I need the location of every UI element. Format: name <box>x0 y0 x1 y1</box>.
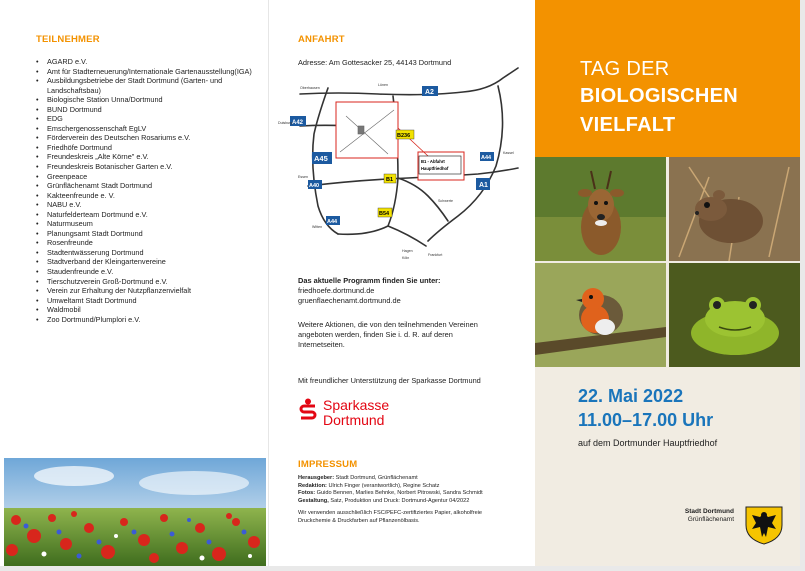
sparkasse-name-2: Dortmund <box>323 412 385 428</box>
participant-item: • Stadtentwässerung Dortmund <box>36 248 266 258</box>
sign-a44b: A44 <box>327 219 338 225</box>
participant-item: • AGARD e.V. <box>36 57 266 67</box>
sign-b236: B236 <box>397 133 411 139</box>
imprint-line: Herausgeber: Stadt Dortmund, Grünflächenamt <box>298 475 418 481</box>
sign-b1: B1 <box>386 177 394 183</box>
participant-item: • Freundeskreis Botanischer Garten e.V. <box>36 162 266 172</box>
sign-a44: A44 <box>481 155 492 161</box>
event-date: 22. Mai 2022 <box>578 386 684 406</box>
participant-item: • Tierschutzverein Groß-Dortmund e.V. <box>36 277 266 287</box>
sign-b54: B54 <box>379 211 390 217</box>
imprint-line: Redaktion: Ulrich Finger (verantwortlich), Regine Schatz <box>298 482 440 489</box>
vole-photo <box>669 157 800 261</box>
map-label-oberhausen: Oberhausen <box>300 86 320 90</box>
sign-a42: A42 <box>292 120 304 126</box>
sparkasse-name-1: Sparkasse <box>323 397 390 413</box>
cover-title-line-1: TAG DER <box>580 58 670 80</box>
coat-of-arms-icon <box>744 505 784 550</box>
participant-item: • Biologische Station Unna/Dortmund <box>36 95 266 105</box>
frog-photo <box>669 263 800 367</box>
dest-label-2: Hauptfriedhof <box>421 166 449 171</box>
city-department: Grünflächenamt <box>687 516 734 523</box>
map-label-hagen: Hagen <box>402 249 413 253</box>
map-label-schwerte: Schwerte <box>438 199 453 203</box>
deer-photo <box>535 157 666 261</box>
program-url-1[interactable]: friedhoefe.dortmund.de <box>298 286 375 295</box>
participant-item: • Waldmobil <box>36 305 266 315</box>
participant-item: • Amt für Stadterneuerung/Internationale Gartenausstellung(IGA) <box>36 67 266 77</box>
participant-item: • Staudenfreunde e.V. <box>36 267 266 277</box>
directions-title: ANFAHRT <box>298 34 345 45</box>
imprint-block <box>298 475 518 525</box>
map-label-duisburg: Duisburg <box>278 121 293 125</box>
dest-label-1: B1 - Abfahrt <box>421 159 445 164</box>
sign-a45: A45 <box>314 154 328 163</box>
participant-item: • Umweltamt Stadt Dortmund <box>36 296 266 306</box>
participant-item: • Planungsamt Stadt Dortmund <box>36 229 266 239</box>
participant-item: • Kakteenfreunde e. V. <box>36 191 266 201</box>
map-label-essen: Essen <box>298 175 308 179</box>
participant-item: • Grünflächenamt Stadt Dortmund <box>36 181 266 191</box>
event-place: auf dem Dortmunder Hauptfriedhof <box>578 438 718 448</box>
participant-item: • Naturmuseum <box>36 219 266 229</box>
map-label-frankfurt: Frankfurt <box>428 253 443 257</box>
participant-item: • Stadtverband der Kleingartenvereine <box>36 257 266 267</box>
event-time: 11.00–17.00 Uhr <box>578 410 714 430</box>
sparkasse-logo <box>298 394 438 434</box>
cover-title-line-2: BIOLOGISCHEN <box>580 85 739 107</box>
participant-item: • EDG <box>36 114 266 124</box>
city-name: Stadt Dortmund <box>684 508 734 515</box>
city-logo-text <box>685 508 734 524</box>
participant-item: • NABU e.V. <box>36 200 266 210</box>
map-label-witten: Witten <box>312 225 323 229</box>
participants-list <box>36 57 266 324</box>
participant-item: • Friedhöfe Dortmund <box>36 143 266 153</box>
participant-item: • Verein zur Erhaltung der Nutzpflanzenvielfalt <box>36 286 266 296</box>
sparkasse-s-icon <box>298 398 318 422</box>
participant-item: • Rosenfreunde <box>36 238 266 248</box>
program-url-2[interactable]: gruenflaechenamt.dortmund.de <box>298 296 401 305</box>
participant-item: • Förderverein des Deutschen Rosariums e.V. <box>36 133 266 143</box>
imprint-line: Fotos: Guido Bennen, Marlies Behnke, Norbert Pitrowski, Sandra Schmidt <box>298 490 483 497</box>
sign-a1: A1 <box>479 182 488 189</box>
participant-item: • Freundeskreis „Alte Körne" e.V. <box>36 152 266 162</box>
participant-item: • Emschergenossenschaft EgLV <box>36 124 266 134</box>
cover-title-box <box>535 0 800 157</box>
address-text: Adresse: Am Gottesacker 25, 44143 Dortmund <box>298 58 452 67</box>
participants-title: TEILNEHMER <box>36 34 100 45</box>
sign-a40: A40 <box>309 183 320 189</box>
directions-map <box>278 56 523 262</box>
map-label-kassel: Kassel <box>503 151 514 155</box>
program-heading: Das aktuelle Programm finden Sie unter: <box>298 276 441 285</box>
imprint-line: Gestaltung, Satz, Produktion und Druck: Dortmund-Agentur 04/2022 <box>298 498 470 505</box>
imprint-paper-note: Wir verwenden ausschließlich FSC/PEFC-zertifiziertes Papier, alkoholfreie Druckchemie & Druckfarben auf Pflanzenölbasis. <box>298 509 483 524</box>
participant-item: • Zoo Dortmund/Plumplori e.V. <box>36 315 266 325</box>
imprint-title: IMPRESSUM <box>298 459 358 470</box>
further-actions-text: Weitere Aktionen, die von den teilnehmenden Vereinen angeboten werden, finden Sie i. d. R. auf deren Internetseiten. <box>298 320 478 349</box>
flower-meadow-image <box>4 458 266 566</box>
map-label-koln: Köln <box>402 256 410 260</box>
participant-item: • Greenpeace <box>36 172 266 182</box>
support-text: Mit freundlicher Unterstützung der Sparkasse Dortmund <box>298 376 481 385</box>
participant-item: • Ausbildungsbetriebe der Stadt Dortmund (Garten- und Landschaftsbau) <box>36 76 266 95</box>
cover-title-line-3: VIELFALT <box>580 114 676 136</box>
participant-item: • BUND Dortmund <box>36 105 266 115</box>
robin-photo <box>535 263 666 367</box>
map-label-lunen: Lünen <box>378 83 388 87</box>
participant-item: • Naturfelderteam Dortmund e.V. <box>36 210 266 220</box>
sign-a2: A2 <box>425 89 434 96</box>
